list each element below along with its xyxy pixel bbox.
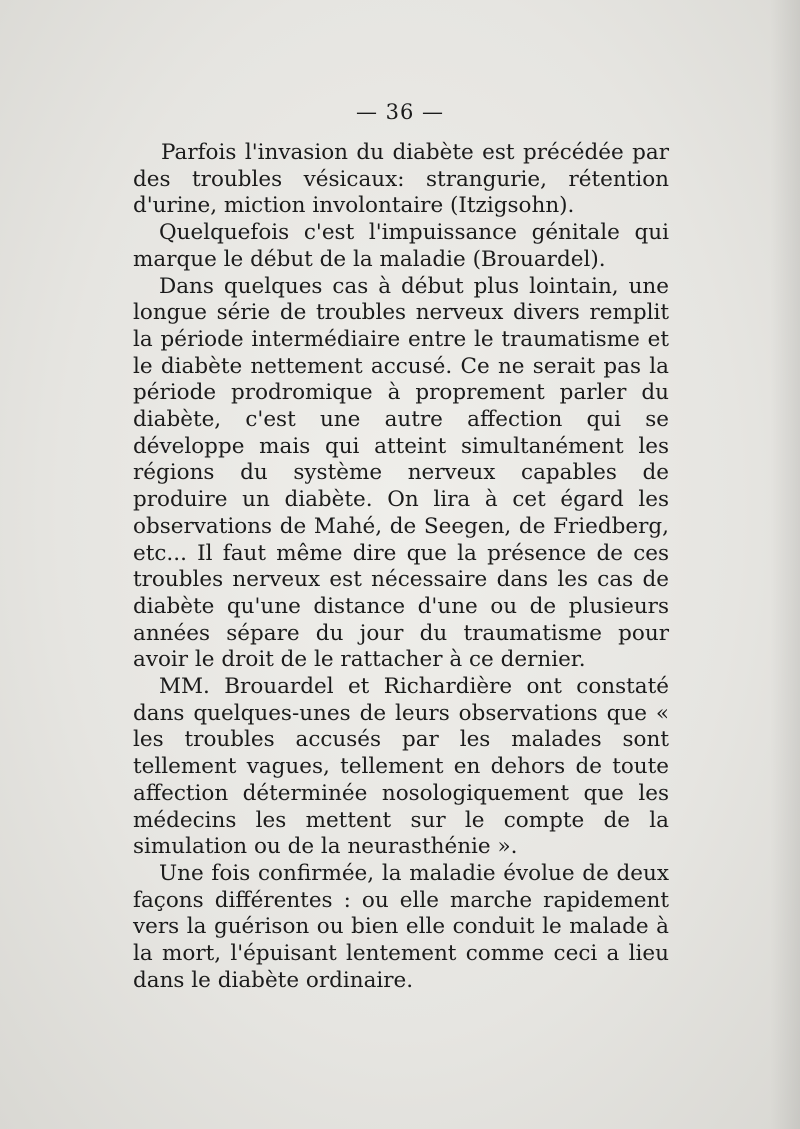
paragraph-nervous-troubles: Dans quelques cas à début plus lointain, une longue série de troubles nerveux divers remplit la période intermédiaire entre le traumatisme et le diabète nettement accusé. Ce ne serait pas la période prodromique à proprement parler du diabète, c'est une autre affection qui se développe mais qui atteint simultanément les régions du système nerveux capables de produire un diabète. On lira à cet égard les observations de Mahé, de Seegen, de Friedberg, etc... Il faut même dire que la présence de ces troubles nerveux est nécessaire dans les cas de diabète qu'une distance d'une ou de plusieurs années sépare du jour du traumatisme pour avoir le droit de le rattacher à ce dernier. <box>133 273 669 673</box>
paragraph-brouardel-richardiere: MM. Brouardel et Richardière ont constaté dans quelques-unes de leurs observations que « les troubles accusés par les malades sont tellement vagues, tellement en dehors de toute affection déterminée nosologiquement que les médecins les mettent sur le compte de la simulation ou de la neurasthénie ». <box>133 674 669 860</box>
page-number: — 36 — <box>355 100 445 124</box>
paragraph-vesical-troubles: Parfois l'invasion du diabète est précédée par des troubles vésicaux: strangurie, rétention d'urine, miction involontaire (Itzigsohn). <box>133 140 669 219</box>
paragraph-impotence: Quelquefois c'est l'impuissance génitale qui marque le début de la maladie (Brouardel). <box>133 220 669 272</box>
body-text <box>133 140 669 995</box>
paragraph-evolution: Une fois confirmée, la maladie évolue de deux façons différentes : ou elle marche rapidement vers la guérison ou bien elle conduit le malade à la mort, l'épuisant lentement comme ceci a lieu dans le diabète ordinaire. <box>133 860 669 993</box>
page-edge-shadow <box>770 0 800 1129</box>
